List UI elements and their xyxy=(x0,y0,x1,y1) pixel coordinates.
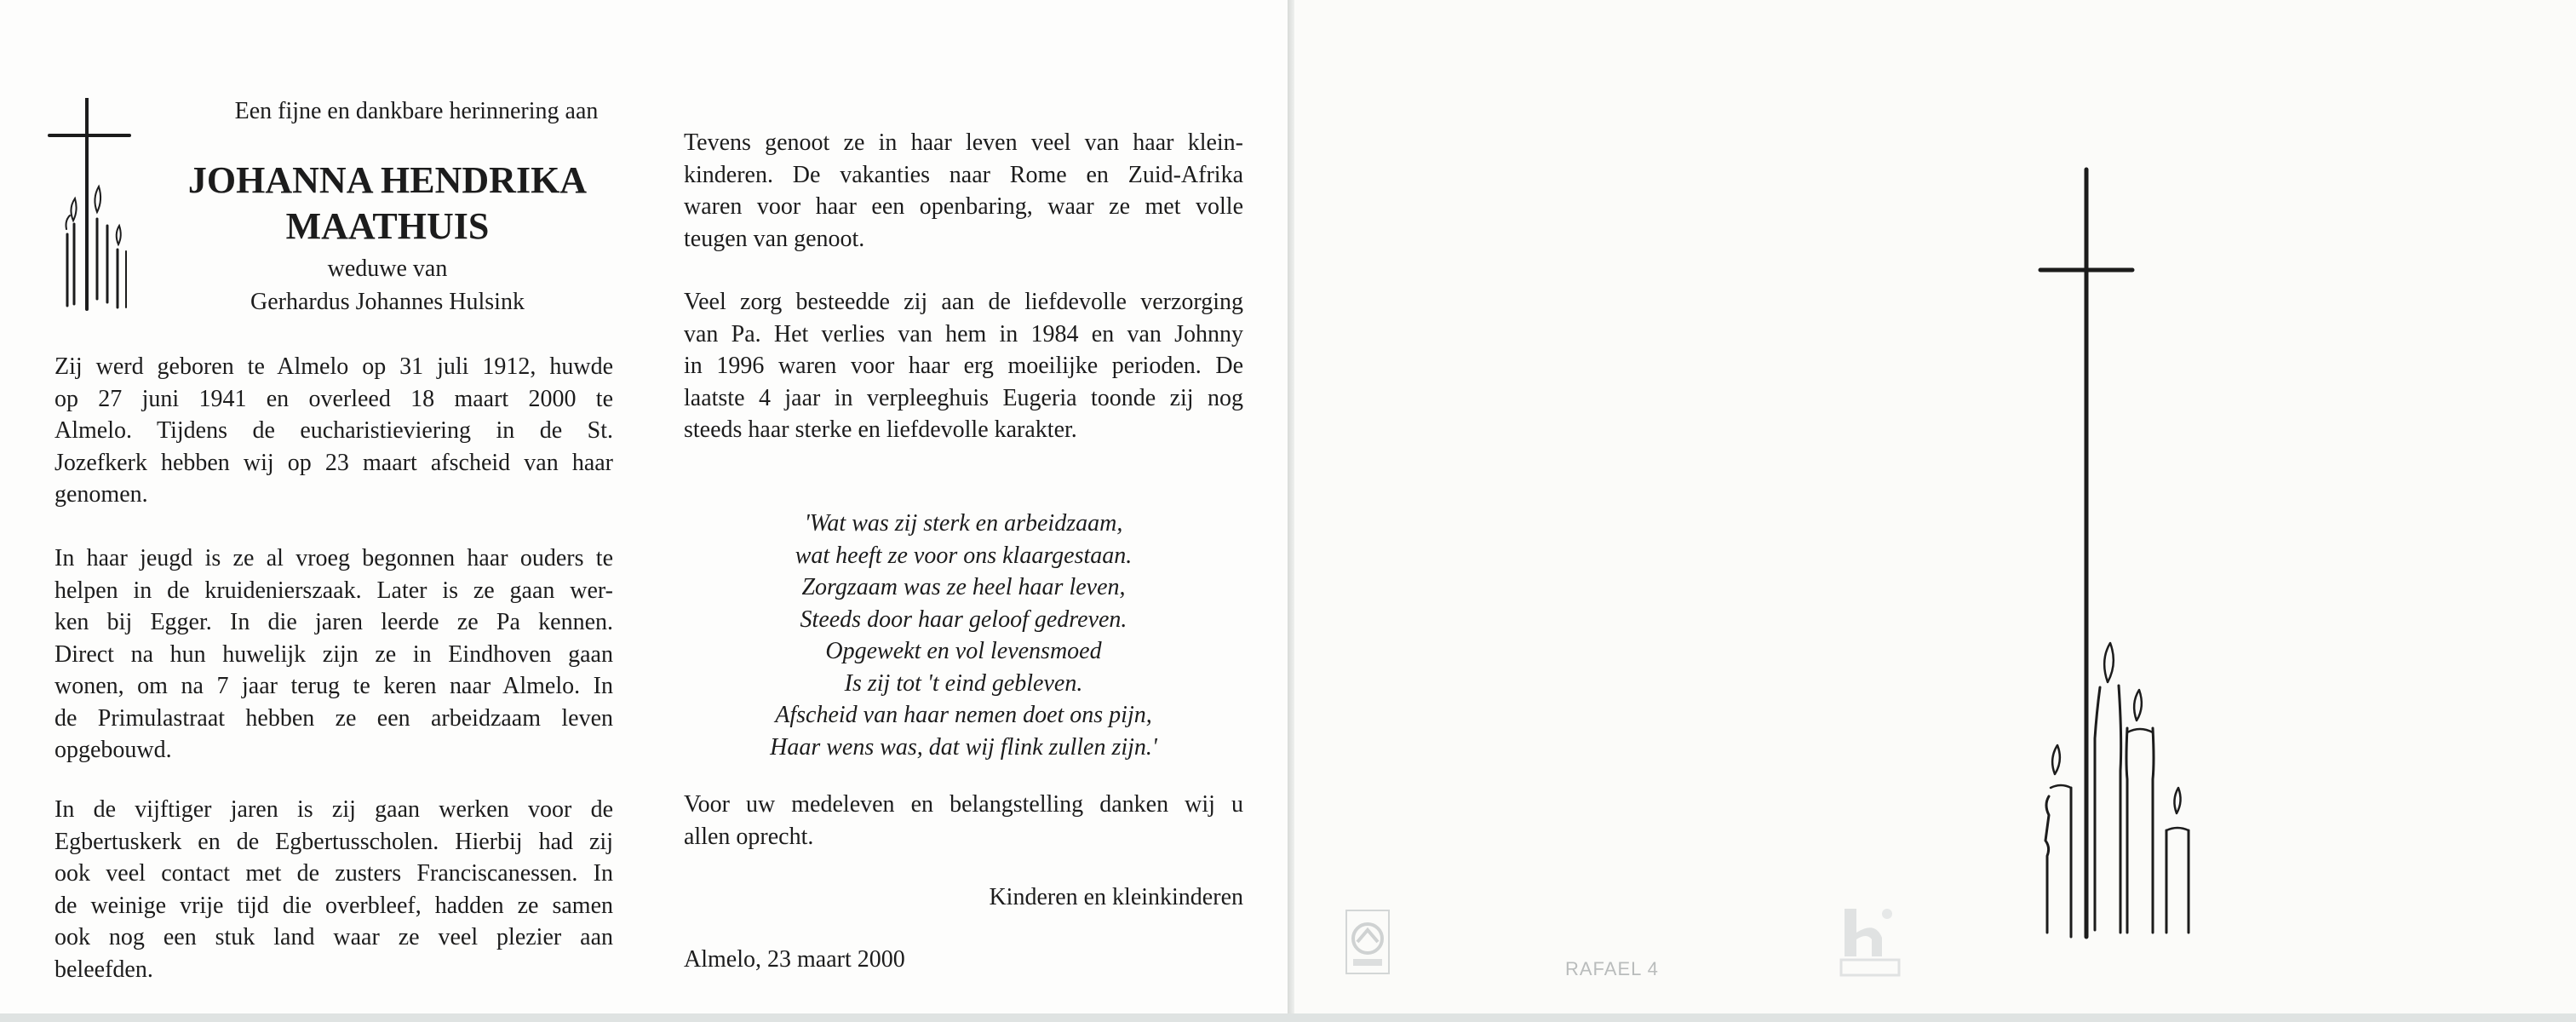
poem-line: Is zij tot 't eind gebleven. xyxy=(844,669,1083,697)
text-line: Almelo. Tijdens de eucharistieviering in de St. xyxy=(55,417,613,444)
poem-line: wat heeft ze voor ons klaargestaan. xyxy=(795,542,1133,569)
text-line: genomen. xyxy=(55,481,148,508)
text-line: in 1996 waren voor haar erg moeilijke perioden. De xyxy=(684,353,1243,379)
text-line: ook nog een stuk land waar ze veel plezier aan xyxy=(55,924,613,950)
paragraph-3 xyxy=(55,794,613,985)
widow-of: weduwe van xyxy=(327,256,448,282)
text-line: kinderen. De vakanties naar Rome en Zuid-Afrika xyxy=(684,161,1243,188)
text-line: Egbertuskerk en de Egbertusscholen. Hierbij had zij xyxy=(55,828,613,855)
paragraph-1 xyxy=(55,351,613,511)
text-line: helpen in de kruidenierszaak. Later is ze gaan wer- xyxy=(55,577,613,604)
husband-name: Gerhardus Johannes Hulsink xyxy=(250,289,525,315)
name-line-1: JOHANNA HENDRIKA xyxy=(187,159,588,201)
paragraph-5 xyxy=(684,286,1243,446)
text-line: ken bij Egger. In die jaren leerde ze Pa kennen. xyxy=(55,609,613,635)
text-line: allen oprecht. xyxy=(684,823,814,850)
text-line: opgebouwd. xyxy=(55,737,172,763)
intro-line: Een fijne en dankbare herinnering aan xyxy=(234,98,599,124)
scan-edge xyxy=(0,1013,2576,1022)
deceased-name xyxy=(123,158,651,250)
text-line: Zij werd geboren te Almelo op 31 juli 1912, huwde xyxy=(55,353,613,380)
print-code: RAFAEL 4 xyxy=(1565,958,1659,979)
text-line: laatste 4 jaar in verpleeghuis Eugeria toonde zij nog xyxy=(684,384,1243,411)
text-line: op 27 juni 1941 en overleed 18 maart 2000 te xyxy=(55,385,613,412)
card-back xyxy=(1294,0,2576,1013)
text-line: In haar jeugd is ze al vroeg begonnen haar ouders te xyxy=(55,545,613,571)
thanks xyxy=(684,789,1243,853)
name-line-2: MAATHUIS xyxy=(285,205,490,247)
text-line: Veel zorg besteedde zij aan de liefdevolle verzorging xyxy=(684,289,1243,315)
card-fold xyxy=(1288,0,1294,1022)
printer-logo-icon xyxy=(1345,910,1390,974)
place-date: Almelo, 23 maart 2000 xyxy=(684,946,905,973)
paragraph-4 xyxy=(684,127,1243,255)
text-line: wonen, om na 7 jaar terug te keren naar Almelo. In xyxy=(55,673,613,699)
text-line: van Pa. Het verlies van hem in 1984 en van Johnny xyxy=(684,320,1243,347)
text-line: Tevens genoot ze in haar leven veel van haar klein- xyxy=(684,129,1243,156)
text-line: beleefden. xyxy=(55,956,153,983)
text-line: Direct na hun huwelijk zijn ze in Eindhoven gaan xyxy=(55,640,613,668)
paragraph-2 xyxy=(55,543,613,766)
cross-with-candles-icon xyxy=(2027,166,2197,954)
signoff: Kinderen en kleinkinderen xyxy=(989,884,1243,910)
text-line: Jozefkerk hebben wij op 23 maart afscheid van haar xyxy=(55,449,613,476)
printer-monogram-icon xyxy=(1839,907,1901,979)
text-line: waren voor haar een openbaring, waar ze met volle xyxy=(684,193,1243,220)
text-line: teugen van genoot. xyxy=(684,225,865,252)
poem-line: Haar wens was, dat wij flink zullen zijn.' xyxy=(770,733,1157,761)
text-line: ook veel contact met de zusters Franciscanessen. In xyxy=(55,860,613,887)
text-line: steeds haar sterke en liefdevolle karakter. xyxy=(684,416,1077,443)
poem-line: Steeds door haar geloof gedreven. xyxy=(800,606,1127,633)
poem-line: Opgewekt en vol levensmoed xyxy=(825,638,1102,664)
poem-line: Zorgzaam was ze heel haar leven, xyxy=(801,574,1126,600)
poem xyxy=(684,508,1243,763)
poem-line: Afscheid van haar nemen doet ons pijn, xyxy=(775,702,1152,728)
text-line: de Primulastraat hebben ze een arbeidzaam leven xyxy=(55,704,613,732)
text-line: de weinige vrije tijd die overbleef, hadden ze samen xyxy=(55,892,613,919)
text-line: In de vijftiger jaren is zij gaan werken voor de xyxy=(55,796,613,823)
text-line: Voor uw medeleven en belangstelling danken wij u xyxy=(684,791,1243,818)
poem-line: 'Wat was zij sterk en arbeidzaam, xyxy=(804,510,1123,537)
